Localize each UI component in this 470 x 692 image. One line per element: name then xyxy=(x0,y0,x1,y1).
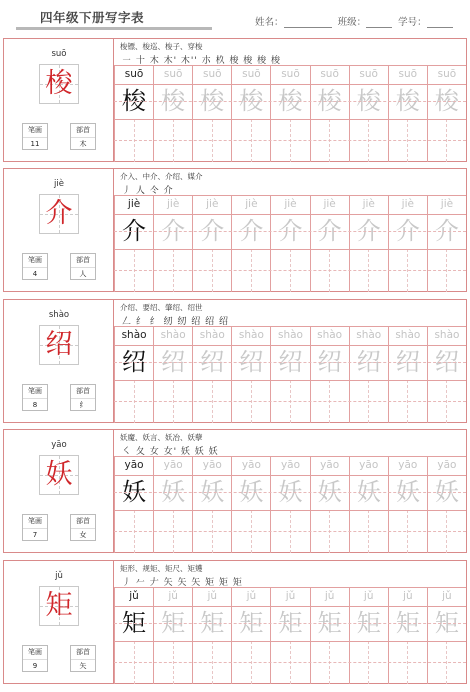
radical-label: 部首 xyxy=(71,254,95,268)
pinyin-trace-cell[interactable]: shào xyxy=(153,326,192,345)
pinyin-row xyxy=(114,587,466,606)
pinyin-trace-cell[interactable]: jǔ xyxy=(192,587,231,606)
character-trace-cell[interactable]: 绍 xyxy=(231,345,270,380)
character-trace-cell[interactable]: 梭 xyxy=(349,84,388,119)
character-trace-cell[interactable]: 介 xyxy=(388,214,427,249)
pinyin-trace-cell[interactable]: yāo xyxy=(231,456,270,475)
name-label: 姓名： xyxy=(255,17,284,28)
radical-value: 女 xyxy=(79,531,87,539)
empty-practice-row xyxy=(114,510,466,553)
character-trace-cell[interactable]: 矩 xyxy=(231,606,270,641)
pinyin-trace-cell[interactable]: yāo xyxy=(349,456,388,475)
character-trace-cell[interactable]: 绍 xyxy=(310,345,349,380)
character-trace-cell[interactable]: 矩 xyxy=(270,606,309,641)
stroke-order: ㇐ 十 木 木' 木'' 朩 杦 梭 梭 梭 梭 xyxy=(122,56,282,66)
guide-line xyxy=(114,140,466,141)
practice-area xyxy=(114,561,466,683)
empty-practice-row xyxy=(114,641,466,684)
grid-line xyxy=(114,587,466,588)
practice-area xyxy=(114,169,466,291)
pinyin-trace-cell[interactable]: jiè xyxy=(153,195,192,214)
character-trace-cell[interactable]: 梭 xyxy=(192,84,231,119)
radical-box xyxy=(70,384,96,411)
stroke-count-box xyxy=(22,253,48,280)
pinyin-trace-cell[interactable]: jǔ xyxy=(153,587,192,606)
pinyin-trace-cell[interactable]: jǔ xyxy=(427,587,466,606)
radical-value: 纟 xyxy=(79,401,87,409)
guide-line xyxy=(114,101,466,102)
grid-line xyxy=(114,456,466,457)
character-card xyxy=(4,169,114,291)
pinyin-trace-cell[interactable]: jiè xyxy=(114,195,153,214)
pinyin-trace-cell[interactable]: yāo xyxy=(114,456,153,475)
practice-area xyxy=(114,300,466,422)
character-pinyin: suō xyxy=(51,49,67,59)
character-trace-cell[interactable]: 妖 xyxy=(114,475,153,510)
pinyin-trace-cell[interactable]: jǔ xyxy=(349,587,388,606)
character-trace-cell[interactable]: 介 xyxy=(427,214,466,249)
character-card xyxy=(4,39,114,161)
pinyin-trace-cell[interactable]: yāo xyxy=(310,456,349,475)
class-label: 班级： xyxy=(337,17,367,28)
character-card xyxy=(4,430,114,552)
stroke-count-label: 笔画 xyxy=(23,254,47,268)
radical-box xyxy=(70,123,96,150)
stroke-count-label: 笔画 xyxy=(23,124,47,138)
character-trace-cell[interactable]: 梭 xyxy=(388,84,427,119)
character-block xyxy=(3,168,467,292)
stroke-count-label: 笔画 xyxy=(23,385,47,399)
character-trace-cell[interactable]: 绍 xyxy=(427,345,466,380)
character-pinyin: yāo xyxy=(51,440,67,450)
pinyin-trace-cell[interactable]: yāo xyxy=(270,456,309,475)
stroke-count-box xyxy=(22,123,48,150)
empty-practice-row xyxy=(114,249,466,292)
character-trace-cell[interactable]: 梭 xyxy=(114,84,153,119)
grid-line xyxy=(114,606,466,607)
guide-line xyxy=(114,623,466,624)
empty-practice-row xyxy=(114,119,466,162)
grid-line xyxy=(114,345,466,346)
guide-line xyxy=(114,270,466,271)
pinyin-row xyxy=(114,195,466,214)
pinyin-trace-cell[interactable]: jiè xyxy=(270,195,309,214)
radical-value: 矢 xyxy=(79,662,87,670)
example-words: 妖魔、妖言、妖冶、妖孽 xyxy=(120,433,203,442)
pinyin-row xyxy=(114,326,466,345)
character-block xyxy=(3,560,467,684)
character-trace-cell[interactable]: 绍 xyxy=(153,345,192,380)
pinyin-trace-cell[interactable]: suō xyxy=(388,65,427,84)
pinyin-trace-cell[interactable]: shào xyxy=(427,326,466,345)
stroke-count-value: 7 xyxy=(32,531,38,539)
character-trace-cell[interactable]: 绍 xyxy=(114,345,153,380)
character-pinyin: jǔ xyxy=(55,571,63,581)
character-pinyin: jiè xyxy=(54,179,64,189)
radical-box xyxy=(70,253,96,280)
character-glyph: 妖 xyxy=(45,459,73,490)
guide-line xyxy=(114,492,466,493)
pinyin-trace-cell[interactable]: jǔ xyxy=(231,587,270,606)
character-trace-cell[interactable]: 梭 xyxy=(427,84,466,119)
stroke-count-label: 笔画 xyxy=(23,646,47,660)
title-underline xyxy=(16,27,212,30)
grid-line xyxy=(114,84,466,85)
guide-line xyxy=(114,401,466,402)
character-trace-cell[interactable]: 妖 xyxy=(388,475,427,510)
pinyin-trace-cell[interactable]: shào xyxy=(270,326,309,345)
character-trace-cell[interactable]: 矩 xyxy=(114,606,153,641)
guide-line xyxy=(114,531,466,532)
pinyin-trace-cell[interactable]: suō xyxy=(114,65,153,84)
character-trace-cell[interactable]: 妖 xyxy=(310,475,349,510)
pinyin-trace-cell[interactable]: suō xyxy=(231,65,270,84)
grid-line xyxy=(114,475,466,476)
practice-area xyxy=(114,430,466,552)
stroke-count-value: 9 xyxy=(32,662,38,670)
pinyin-trace-cell[interactable]: yāo xyxy=(192,456,231,475)
example-words: 梭镖、梭巡、梭子、穿梭 xyxy=(120,42,203,51)
character-trace-cell[interactable]: 妖 xyxy=(270,475,309,510)
pinyin-trace-cell[interactable]: yāo xyxy=(427,456,466,475)
character-trace-cell[interactable]: 绍 xyxy=(349,345,388,380)
pinyin-trace-cell[interactable]: shào xyxy=(114,326,153,345)
character-trace-cell[interactable]: 矩 xyxy=(153,606,192,641)
stroke-count-box xyxy=(22,514,48,541)
pinyin-trace-cell[interactable]: suō xyxy=(310,65,349,84)
character-pinyin: shào xyxy=(48,310,70,320)
stroke-order: ㇛ 夂 女 女' 妖 妖 妖 xyxy=(122,447,219,457)
pinyin-trace-cell[interactable]: jǔ xyxy=(114,587,153,606)
pinyin-trace-cell[interactable]: jiè xyxy=(388,195,427,214)
character-box xyxy=(39,586,79,626)
character-glyph: 介 xyxy=(45,198,73,229)
pinyin-trace-cell[interactable]: jiè xyxy=(349,195,388,214)
pinyin-trace-cell[interactable]: yāo xyxy=(388,456,427,475)
pinyin-trace-cell[interactable]: jǔ xyxy=(310,587,349,606)
practice-area xyxy=(114,39,466,161)
grid-line xyxy=(114,195,466,196)
character-trace-cell[interactable]: 妖 xyxy=(427,475,466,510)
pinyin-trace-cell[interactable]: jǔ xyxy=(388,587,427,606)
example-words: 介入、中介、介绍、媒介 xyxy=(120,172,203,181)
character-trace-cell[interactable]: 矩 xyxy=(349,606,388,641)
grid-line xyxy=(114,249,466,250)
name-blank[interactable] xyxy=(284,17,332,28)
character-trace-cell[interactable]: 妖 xyxy=(192,475,231,510)
character-trace-cell[interactable]: 妖 xyxy=(349,475,388,510)
stroke-count-label: 笔画 xyxy=(23,515,47,529)
character-glyph: 梭 xyxy=(45,68,73,99)
grid-line xyxy=(114,326,466,327)
example-words: 矩形、规矩、矩尺、矩矱 xyxy=(120,564,203,573)
character-trace-cell[interactable]: 介 xyxy=(153,214,192,249)
character-trace-cell[interactable]: 绍 xyxy=(192,345,231,380)
class-blank[interactable] xyxy=(366,17,392,28)
stroke-count-box xyxy=(22,384,48,411)
grid-line xyxy=(114,65,466,66)
character-trace-cell[interactable]: 介 xyxy=(114,214,153,249)
character-trace-cell[interactable]: 矩 xyxy=(427,606,466,641)
character-trace-cell[interactable]: 梭 xyxy=(310,84,349,119)
character-trace-cell[interactable]: 绍 xyxy=(388,345,427,380)
character-block xyxy=(3,429,467,553)
student-info xyxy=(255,14,453,28)
pinyin-trace-cell[interactable]: shào xyxy=(231,326,270,345)
page-header xyxy=(0,0,470,34)
character-trace-cell[interactable]: 梭 xyxy=(270,84,309,119)
character-box xyxy=(39,325,79,365)
radical-box xyxy=(70,514,96,541)
empty-practice-row xyxy=(114,380,466,423)
character-trace-cell[interactable]: 介 xyxy=(192,214,231,249)
character-card xyxy=(4,561,114,683)
pinyin-trace-cell[interactable]: jǔ xyxy=(270,587,309,606)
pinyin-trace-cell[interactable]: shào xyxy=(388,326,427,345)
character-trace-cell[interactable]: 矩 xyxy=(192,606,231,641)
grid-line xyxy=(114,510,466,511)
character-glyph: 绍 xyxy=(45,329,73,360)
character-card xyxy=(4,300,114,422)
pinyin-trace-cell[interactable]: suō xyxy=(192,65,231,84)
character-trace-cell[interactable]: 梭 xyxy=(231,84,270,119)
character-trace-cell[interactable]: 介 xyxy=(270,214,309,249)
page-title: 四年级下册写字表 xyxy=(40,10,145,25)
grid-line xyxy=(114,119,466,120)
stroke-order: 𠃋 纟 纟 纫 纫 绍 绍 绍 xyxy=(122,317,230,327)
radical-label: 部首 xyxy=(71,385,95,399)
pinyin-trace-cell[interactable]: jiè xyxy=(310,195,349,214)
pinyin-trace-cell[interactable]: suō xyxy=(153,65,192,84)
stroke-count-value: 8 xyxy=(32,401,38,409)
pinyin-trace-cell[interactable]: suō xyxy=(270,65,309,84)
radical-label: 部首 xyxy=(71,124,95,138)
stroke-order: 丿 𠂉 𠂇 矢 矢 矢 矩 矩 矩 xyxy=(122,578,243,588)
grid-line xyxy=(114,214,466,215)
character-block xyxy=(3,299,467,423)
radical-value: 木 xyxy=(79,140,87,148)
guide-line xyxy=(114,662,466,663)
example-words: 介绍、要绍、肇绍、绍世 xyxy=(120,303,203,312)
guide-line xyxy=(114,362,466,363)
pinyin-row xyxy=(114,65,466,84)
stroke-order: 丿 人 仒 介 xyxy=(122,186,174,196)
number-blank[interactable] xyxy=(427,17,453,28)
character-block xyxy=(3,38,467,162)
pinyin-row xyxy=(114,456,466,475)
stroke-count-value: 4 xyxy=(32,270,38,278)
pinyin-trace-cell[interactable]: suō xyxy=(349,65,388,84)
radical-label: 部首 xyxy=(71,515,95,529)
radical-label: 部首 xyxy=(71,646,95,660)
pinyin-trace-cell[interactable]: jiè xyxy=(231,195,270,214)
character-box xyxy=(39,194,79,234)
grid-line xyxy=(114,380,466,381)
guide-line xyxy=(114,231,466,232)
pinyin-trace-cell[interactable]: jiè xyxy=(192,195,231,214)
character-trace-cell[interactable]: 介 xyxy=(349,214,388,249)
stroke-count-value: 11 xyxy=(30,140,40,148)
character-box xyxy=(39,64,79,104)
radical-value: 人 xyxy=(79,270,87,278)
radical-box xyxy=(70,645,96,672)
character-trace-cell[interactable]: 矩 xyxy=(310,606,349,641)
pinyin-trace-cell[interactable]: shào xyxy=(310,326,349,345)
character-trace-cell[interactable]: 介 xyxy=(231,214,270,249)
grid-line xyxy=(114,641,466,642)
stroke-count-box xyxy=(22,645,48,672)
character-box xyxy=(39,455,79,495)
number-label: 学号： xyxy=(398,17,427,28)
character-trace-cell[interactable]: 梭 xyxy=(153,84,192,119)
character-trace-cell[interactable]: 绍 xyxy=(270,345,309,380)
pinyin-trace-cell[interactable]: yāo xyxy=(153,456,192,475)
pinyin-trace-cell[interactable]: jiè xyxy=(427,195,466,214)
pinyin-trace-cell[interactable]: shào xyxy=(349,326,388,345)
pinyin-trace-cell[interactable]: suō xyxy=(427,65,466,84)
character-trace-cell[interactable]: 矩 xyxy=(388,606,427,641)
pinyin-trace-cell[interactable]: shào xyxy=(192,326,231,345)
character-trace-cell[interactable]: 介 xyxy=(310,214,349,249)
character-trace-cell[interactable]: 妖 xyxy=(231,475,270,510)
character-glyph: 矩 xyxy=(45,590,73,621)
character-trace-cell[interactable]: 妖 xyxy=(153,475,192,510)
